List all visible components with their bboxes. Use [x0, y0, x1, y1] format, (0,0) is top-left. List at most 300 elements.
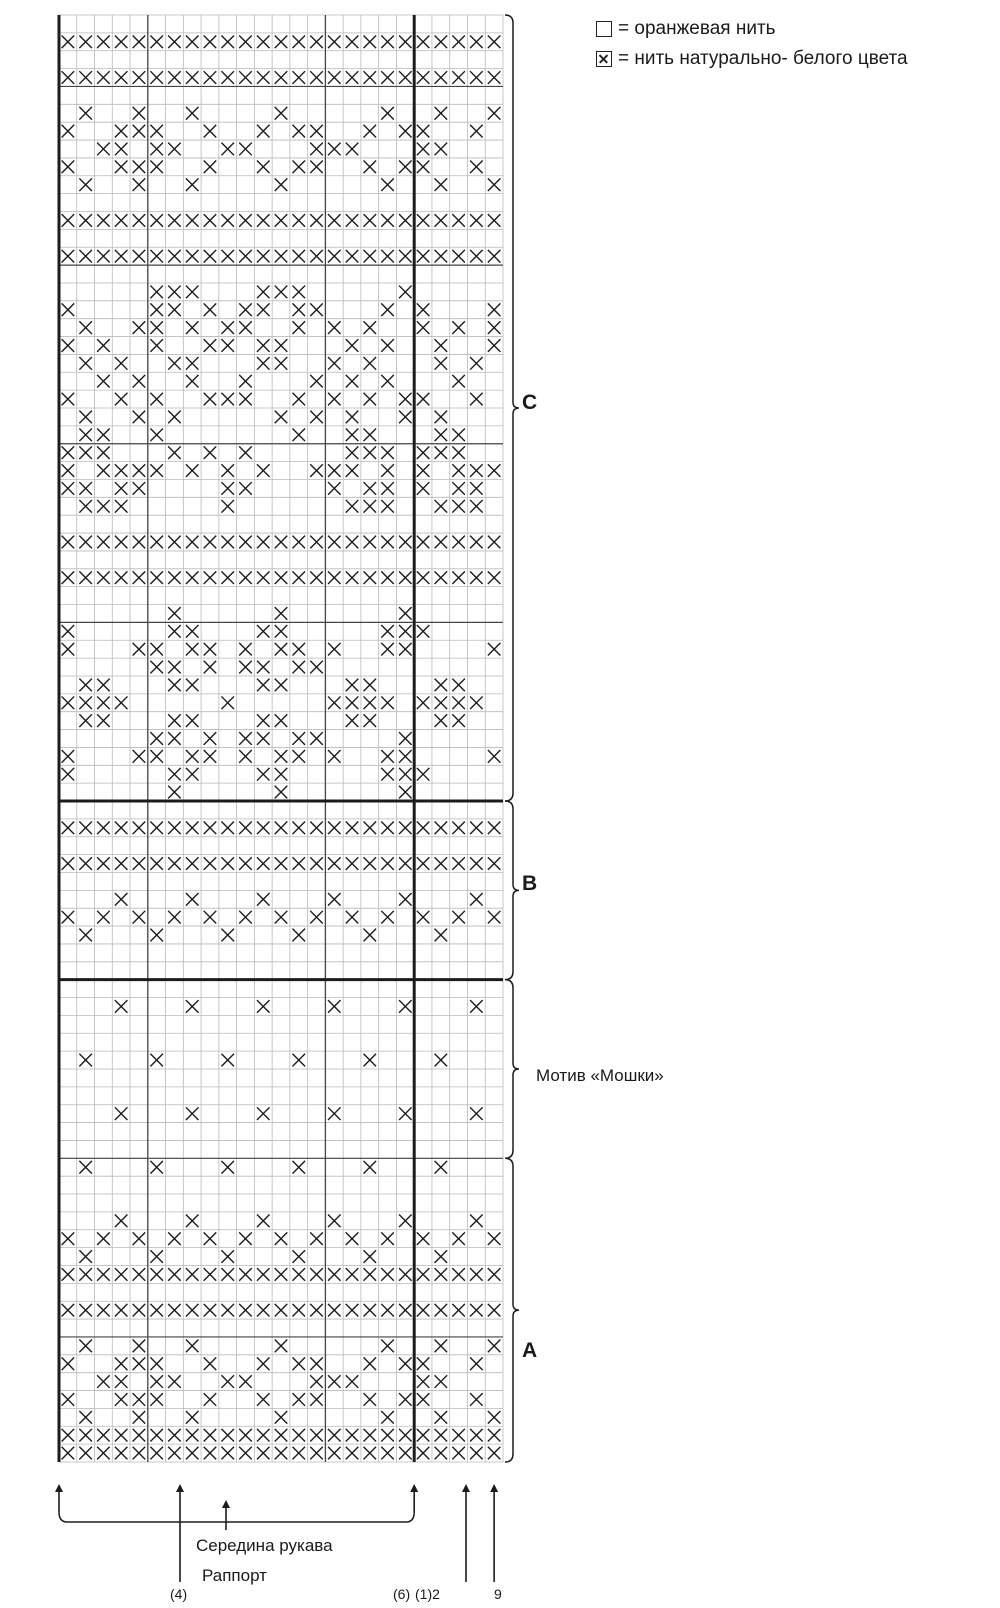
cross-mark	[399, 1268, 412, 1281]
cross-mark	[115, 857, 128, 870]
cross-mark	[257, 71, 270, 84]
motif-label: Мотив «Мошки»	[536, 1066, 664, 1085]
cross-mark	[204, 161, 217, 174]
cross-mark	[97, 214, 110, 227]
cross-mark	[79, 482, 92, 495]
cross-mark	[470, 500, 483, 513]
cross-mark	[452, 571, 465, 584]
cross-mark	[399, 1215, 412, 1228]
cross-mark	[62, 571, 75, 584]
cross-mark	[133, 107, 146, 120]
cross-mark	[133, 536, 146, 549]
cross-mark	[470, 1107, 483, 1120]
cross-mark	[239, 71, 252, 84]
cross-mark	[381, 1429, 394, 1442]
cross-mark	[97, 1304, 110, 1317]
cross-mark	[168, 1232, 181, 1245]
cross-mark	[399, 571, 412, 584]
cross-mark	[488, 107, 501, 120]
cross-mark	[239, 375, 252, 388]
stitch-6-label: (6)	[393, 1586, 411, 1602]
cross-mark	[452, 679, 465, 692]
cross-mark	[257, 857, 270, 870]
cross-mark	[239, 482, 252, 495]
cross-mark	[381, 821, 394, 834]
cross-mark	[204, 339, 217, 352]
cross-mark	[364, 821, 377, 834]
cross-mark	[417, 696, 430, 709]
cross-mark	[364, 446, 377, 459]
cross-mark	[115, 1375, 128, 1388]
cross-mark	[133, 411, 146, 424]
cross-mark	[62, 821, 75, 834]
cross-mark	[417, 303, 430, 316]
cross-mark	[168, 143, 181, 156]
cross-mark	[275, 768, 288, 781]
cross-mark	[204, 446, 217, 459]
cross-mark	[97, 375, 110, 388]
cross-mark	[97, 35, 110, 48]
cross-mark	[364, 214, 377, 227]
cross-mark	[97, 679, 110, 692]
cross-mark	[168, 250, 181, 263]
cross-mark	[168, 821, 181, 834]
cross-mark	[79, 1447, 92, 1460]
cross-mark	[150, 125, 163, 138]
cross-mark	[115, 1268, 128, 1281]
cross-mark	[133, 1429, 146, 1442]
cross-mark	[452, 35, 465, 48]
cross-mark	[62, 625, 75, 638]
cross-mark	[186, 375, 199, 388]
cross-mark	[186, 1268, 199, 1281]
cross-mark	[133, 1232, 146, 1245]
cross-mark	[257, 1000, 270, 1013]
cross-mark	[204, 125, 217, 138]
section-b-label: B	[522, 872, 538, 895]
cross-mark	[62, 1268, 75, 1281]
cross-mark	[346, 821, 359, 834]
cross-mark	[399, 786, 412, 799]
cross-mark	[115, 161, 128, 174]
cross-mark	[328, 71, 341, 84]
cross-mark	[257, 1447, 270, 1460]
cross-mark	[79, 696, 92, 709]
cross-mark	[204, 911, 217, 924]
cross-mark	[292, 1357, 305, 1370]
cross-mark	[97, 428, 110, 441]
cross-mark	[346, 375, 359, 388]
cross-mark	[292, 536, 305, 549]
cross-mark	[133, 1304, 146, 1317]
cross-mark	[186, 714, 199, 727]
cross-mark	[381, 1268, 394, 1281]
cross-mark	[221, 1429, 234, 1442]
cross-mark	[364, 393, 377, 406]
cross-mark	[328, 482, 341, 495]
cross-mark	[204, 1393, 217, 1406]
cross-mark	[275, 714, 288, 727]
cross-mark	[452, 536, 465, 549]
cross-mark	[133, 571, 146, 584]
cross-mark	[79, 571, 92, 584]
cross-mark	[97, 857, 110, 870]
cross-mark	[115, 893, 128, 906]
cross-mark	[381, 339, 394, 352]
cross-mark	[97, 1232, 110, 1245]
legend-orange	[596, 18, 776, 40]
cross-mark	[204, 1304, 217, 1317]
cross-mark	[364, 161, 377, 174]
cross-mark	[399, 71, 412, 84]
cross-mark	[97, 714, 110, 727]
cross-mark	[364, 696, 377, 709]
cross-mark	[221, 482, 234, 495]
cross-mark	[292, 661, 305, 674]
cross-mark	[204, 732, 217, 745]
cross-mark	[257, 339, 270, 352]
cross-mark	[470, 464, 483, 477]
cross-mark	[150, 732, 163, 745]
cross-mark	[328, 214, 341, 227]
cross-mark	[115, 1000, 128, 1013]
cross-mark	[310, 161, 323, 174]
cross-mark	[275, 536, 288, 549]
cross-mark	[488, 303, 501, 316]
cross-mark	[150, 643, 163, 656]
cross-mark	[221, 143, 234, 156]
cross-mark	[186, 178, 199, 191]
cross-mark	[292, 321, 305, 334]
cross-mark	[381, 303, 394, 316]
cross-mark	[186, 643, 199, 656]
cross-mark	[470, 1268, 483, 1281]
cross-mark	[346, 464, 359, 477]
cross-mark	[346, 1232, 359, 1245]
cross-mark	[470, 1447, 483, 1460]
cross-mark	[150, 339, 163, 352]
arrow-sleeve-middle-head	[222, 1500, 230, 1508]
cross-mark	[381, 1447, 394, 1460]
cross-mark	[488, 1429, 501, 1442]
cross-mark	[328, 893, 341, 906]
cross-mark	[328, 571, 341, 584]
cross-mark	[239, 643, 252, 656]
cross-mark	[168, 857, 181, 870]
cross-mark	[186, 821, 199, 834]
cross-mark	[97, 1375, 110, 1388]
cross-mark	[381, 1304, 394, 1317]
cross-mark	[62, 303, 75, 316]
cross-mark	[257, 893, 270, 906]
cross-mark	[257, 732, 270, 745]
cross-mark	[364, 250, 377, 263]
cross-mark	[168, 679, 181, 692]
cross-mark	[292, 71, 305, 84]
cross-mark	[417, 1357, 430, 1370]
cross-mark	[292, 1304, 305, 1317]
cross-mark	[292, 750, 305, 763]
cross-mark	[275, 286, 288, 299]
cross-mark	[115, 393, 128, 406]
cross-mark	[168, 1447, 181, 1460]
cross-mark	[417, 1232, 430, 1245]
cross-mark	[62, 482, 75, 495]
cross-mark	[364, 571, 377, 584]
cross-mark	[239, 1232, 252, 1245]
cross-mark	[97, 571, 110, 584]
cross-mark	[62, 1304, 75, 1317]
cross-mark	[115, 125, 128, 138]
cross-mark	[133, 1411, 146, 1424]
cross-mark	[133, 1357, 146, 1370]
cross-mark	[168, 35, 181, 48]
cross-mark	[328, 35, 341, 48]
cross-mark	[133, 857, 146, 870]
cross-mark	[204, 1232, 217, 1245]
cross-mark	[239, 536, 252, 549]
cross-mark	[364, 857, 377, 870]
cross-mark	[239, 214, 252, 227]
cross-mark	[204, 643, 217, 656]
cross-mark	[399, 1107, 412, 1120]
cross-mark	[328, 1268, 341, 1281]
cross-mark	[221, 1054, 234, 1067]
cross-mark	[328, 643, 341, 656]
cross-mark	[239, 1429, 252, 1442]
cross-mark	[275, 107, 288, 120]
cross-mark	[381, 1340, 394, 1353]
cross-mark	[186, 107, 199, 120]
cross-mark	[470, 821, 483, 834]
cross-mark	[257, 464, 270, 477]
cross-mark	[435, 679, 448, 692]
cross-mark	[186, 1000, 199, 1013]
cross-mark	[328, 321, 341, 334]
cross-mark	[275, 339, 288, 352]
cross-mark	[115, 214, 128, 227]
cross-mark	[257, 250, 270, 263]
cross-mark	[417, 321, 430, 334]
cross-mark	[150, 214, 163, 227]
cross-mark	[150, 857, 163, 870]
brace-section-a	[505, 1158, 519, 1462]
cross-mark	[275, 178, 288, 191]
cross-mark	[381, 1411, 394, 1424]
cross-mark	[204, 393, 217, 406]
cross-mark	[150, 286, 163, 299]
cross-mark	[435, 446, 448, 459]
cross-mark	[62, 250, 75, 263]
cross-mark	[399, 607, 412, 620]
cross-mark	[435, 1054, 448, 1067]
cross-mark	[62, 696, 75, 709]
cross-mark	[452, 1268, 465, 1281]
cross-mark	[470, 1357, 483, 1370]
cross-mark	[417, 393, 430, 406]
stitch-1-2-label: (1)2	[415, 1586, 440, 1602]
cross-mark	[328, 250, 341, 263]
cross-mark	[115, 1447, 128, 1460]
cross-mark	[239, 321, 252, 334]
cross-mark	[310, 1447, 323, 1460]
cross-mark	[452, 1447, 465, 1460]
cross-mark	[470, 571, 483, 584]
cross-mark	[470, 125, 483, 138]
cross-mark	[452, 446, 465, 459]
cross-mark	[168, 625, 181, 638]
cross-mark	[186, 1304, 199, 1317]
cross-mark	[115, 821, 128, 834]
cross-mark	[435, 714, 448, 727]
cross-mark	[435, 214, 448, 227]
cross-mark	[346, 571, 359, 584]
cross-mark	[399, 125, 412, 138]
cross-mark	[221, 821, 234, 834]
cross-mark	[328, 536, 341, 549]
cross-mark	[470, 161, 483, 174]
cross-mark	[150, 1375, 163, 1388]
cross-mark	[346, 536, 359, 549]
legend-orange-text: = оранжевая нить	[618, 18, 776, 39]
cross-mark	[488, 178, 501, 191]
cross-mark	[381, 500, 394, 513]
cross-mark	[346, 71, 359, 84]
cross-mark	[133, 1447, 146, 1460]
cross-mark	[364, 321, 377, 334]
cross-mark	[150, 303, 163, 316]
cross-mark	[381, 250, 394, 263]
cross-mark	[470, 393, 483, 406]
cross-mark	[150, 250, 163, 263]
cross-mark	[470, 857, 483, 870]
cross-mark	[310, 1429, 323, 1442]
cross-mark	[97, 464, 110, 477]
cross-mark	[310, 71, 323, 84]
cross-mark	[62, 643, 75, 656]
stitch-9-label: 9	[494, 1586, 502, 1602]
cross-mark	[168, 1268, 181, 1281]
cross-mark	[310, 1357, 323, 1370]
cross-mark	[79, 214, 92, 227]
stitch-4-label: (4)	[170, 1586, 188, 1602]
cross-mark	[62, 446, 75, 459]
cross-mark	[204, 303, 217, 316]
cross-mark	[399, 643, 412, 656]
cross-mark	[364, 1429, 377, 1442]
cross-mark	[62, 1357, 75, 1370]
cross-mark	[417, 71, 430, 84]
cross-mark	[168, 303, 181, 316]
cross-mark	[470, 1304, 483, 1317]
cross-mark	[150, 750, 163, 763]
cross-mark	[346, 411, 359, 424]
cross-mark	[346, 1429, 359, 1442]
cross-mark	[79, 1411, 92, 1424]
cross-mark	[470, 482, 483, 495]
cross-mark	[97, 911, 110, 924]
cross-mark	[275, 821, 288, 834]
cross-mark	[79, 929, 92, 942]
cross-mark	[346, 679, 359, 692]
cross-mark	[275, 1304, 288, 1317]
cross-mark	[328, 1304, 341, 1317]
cross-mark	[399, 750, 412, 763]
cross-mark	[346, 428, 359, 441]
cross-mark	[328, 464, 341, 477]
cross-mark	[150, 1250, 163, 1263]
cross-mark	[239, 1304, 252, 1317]
cross-mark	[328, 857, 341, 870]
cross-mark	[115, 571, 128, 584]
cross-mark	[275, 643, 288, 656]
cross-mark	[435, 1250, 448, 1263]
cross-mark	[150, 71, 163, 84]
cross-mark	[257, 1215, 270, 1228]
cross-mark	[221, 1447, 234, 1460]
cross-mark	[150, 35, 163, 48]
cross-mark	[97, 143, 110, 156]
cross-mark	[417, 857, 430, 870]
cross-mark	[364, 482, 377, 495]
cross-mark	[435, 536, 448, 549]
cross-mark	[292, 393, 305, 406]
cross-mark	[488, 214, 501, 227]
cross-mark	[257, 661, 270, 674]
cross-mark	[435, 1340, 448, 1353]
cross-mark	[488, 339, 501, 352]
brace-section-b	[505, 801, 519, 980]
cross-mark	[452, 857, 465, 870]
cross-mark	[328, 821, 341, 834]
cross-mark	[310, 1304, 323, 1317]
cross-mark	[346, 214, 359, 227]
cross-mark	[452, 1232, 465, 1245]
cross-mark	[239, 1268, 252, 1281]
cross-mark	[292, 286, 305, 299]
cross-mark	[488, 1232, 501, 1245]
cross-mark	[168, 357, 181, 370]
cross-mark	[417, 625, 430, 638]
cross-mark	[257, 768, 270, 781]
cross-mark	[275, 607, 288, 620]
cross-mark	[435, 1161, 448, 1174]
cross-mark	[221, 250, 234, 263]
cross-mark	[97, 446, 110, 459]
cross-mark	[97, 1429, 110, 1442]
cross-mark	[417, 250, 430, 263]
cross-mark	[133, 821, 146, 834]
cross-mark	[435, 411, 448, 424]
cross-mark	[292, 1393, 305, 1406]
cross-mark	[310, 911, 323, 924]
cross-mark	[62, 464, 75, 477]
cross-mark	[381, 857, 394, 870]
cross-mark	[150, 1429, 163, 1442]
cross-mark	[275, 750, 288, 763]
cross-mark	[346, 1375, 359, 1388]
cross-mark	[239, 303, 252, 316]
cross-mark	[381, 35, 394, 48]
cross-mark	[150, 1393, 163, 1406]
cross-mark	[115, 696, 128, 709]
cross-mark	[488, 1304, 501, 1317]
cross-mark	[79, 1161, 92, 1174]
cross-mark	[115, 35, 128, 48]
cross-mark	[97, 339, 110, 352]
cross-mark	[168, 1375, 181, 1388]
cross-mark	[399, 1447, 412, 1460]
